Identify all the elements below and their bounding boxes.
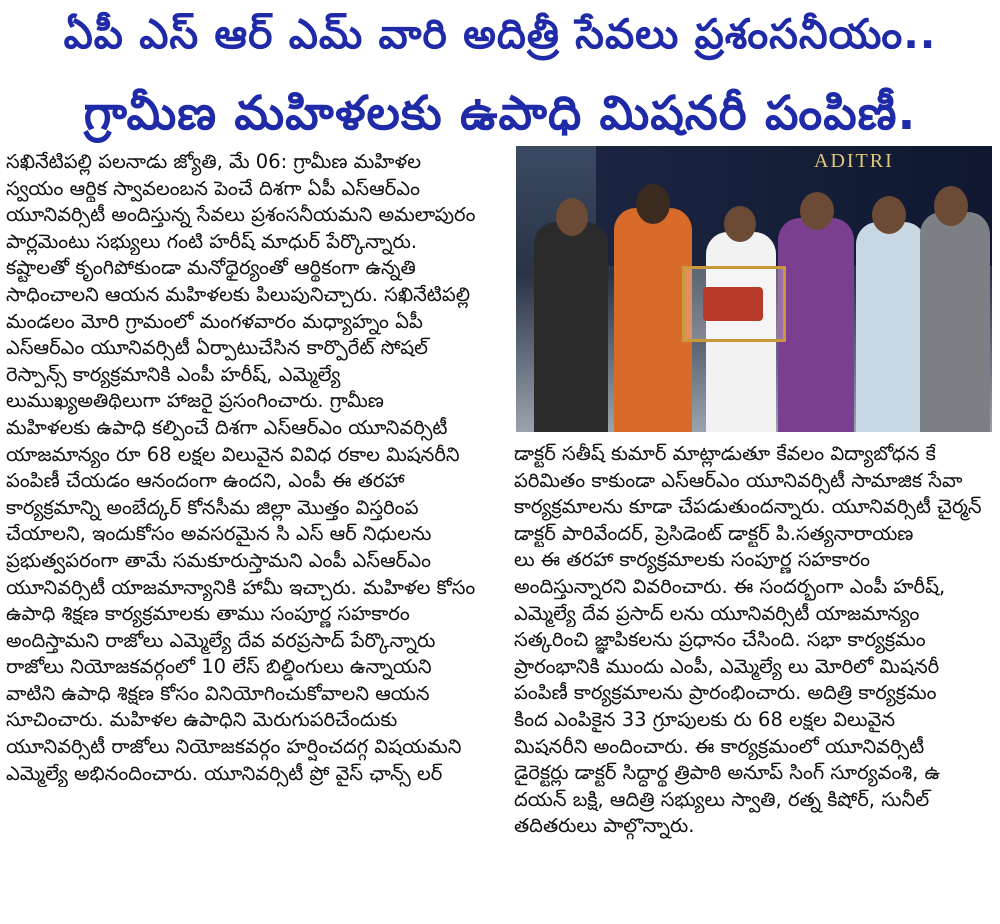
article-line: యాజమాన్యం రూ 68 లక్షల విలువైన వివిధ రకాల మిషనరీని: [6, 442, 460, 466]
article-line: మిషనరీని అందించారు. ఈ కార్యక్రమంలో యూనివర్సిటీ: [514, 734, 925, 758]
article-line: సత్కరించి జ్ఞాపికలను ప్రధానం చేసింది. సభా కార్యక్రమం: [514, 628, 926, 652]
article-line: రాజోలు నియోజకవర్గంలో 10 లేస్ బిల్డింగులు ఉన్నాయని: [6, 655, 432, 679]
article-left-column: [6, 149, 486, 787]
person-6-head: [934, 186, 968, 226]
person-6: [920, 212, 990, 432]
news-photo: [516, 146, 992, 432]
article-line: పంపిణీ కార్యక్రమాలను ప్రారంభించారు. అదిత్రి కార్యక్రమం: [514, 681, 937, 705]
article-line: ఎమ్మెల్యే దేవ ప్రసాద్ లను యూనివర్సిటీ యాజమాన్యం: [514, 601, 920, 625]
article-line: డాక్టర్ సతీష్ కుమార్ మాట్లాడుతూ కేవలం విద్యాబోధన కే: [514, 442, 936, 465]
article-line: పార్లమెంటు సభ్యులు గంటి హరీష్ మాధుర్ పేర్కొన్నారు.: [6, 229, 418, 253]
person-3-head: [724, 206, 756, 242]
article-line: పంపిణీ చేయడం ఆనందంగా ఉందని, ఎంపీ ఈ తరహా: [6, 469, 405, 493]
article-line: కార్యక్రమాలను కూడా చేపడుతుందన్నారు. యూనివర్సిటీ చైర్మన్: [514, 495, 982, 519]
article-line: డైరెక్టర్లు డాక్టర్ సిద్ధార్థ త్రిపాఠి అనూప్ సింగ్ సూర్యవంశి, ఉ: [514, 761, 941, 785]
person-2: [614, 208, 692, 432]
person-1-head: [556, 198, 588, 236]
article-line: ఎమ్మెల్యే అభినందించారు. యూనివర్సిటీ ప్రో వైస్ ఛాన్స్ లర్: [6, 761, 443, 785]
person-4: [778, 218, 854, 432]
headline-line-2: గ్రామీణ మహిళలకు ఉపాధి మిషనరీ పంపిణీ.: [83, 86, 917, 141]
person-5: [856, 222, 926, 432]
article-line: ప్రారంభానికి ముందు ఎంపీ, ఎమ్మెల్యే లు మోరిలో మిషనరీ: [514, 654, 940, 678]
photo-banner-text: ADITRI: [814, 150, 894, 172]
article-line: ఎస్ఆర్ఎం యూనివర్సిటీ ఏర్పాటుచేసిన కార్పొరేట్ సోషల్: [6, 336, 429, 360]
article-line: సాధించాలని ఆయన మహిళలకు పిలుపునిచ్చారు. సఖినేటిపల్లి: [6, 282, 471, 306]
article-line: అందిస్తామని రాజోలు ఎమ్మెల్యే దేవ వరప్రసాద్ పేర్కొన్నారు: [6, 628, 436, 652]
article-line: ఉపాధి శిక్షణ కార్యక్రమాలకు తాము సంపూర్ణ సహకారం: [6, 602, 410, 626]
person-1: [534, 222, 608, 432]
article-line: పరిమితం కాకుండా ఎస్ఆర్ఎం యూనివర్సిటీ సామాజిక సేవా: [514, 468, 963, 492]
article-line: డాక్టర్ పారివేందర్, ప్రెసిడెంట్ డాక్టర్ పి.సత్యనారాయణ: [514, 521, 914, 545]
article-line: సఖినేటిపల్లి పలనాడు జ్యోతి, మే 06: గ్రామీణ మహిళల: [6, 150, 422, 173]
article-line: సూచించారు. మహిళల ఉపాధిని మెరుగుపరిచేందుకు: [6, 708, 398, 732]
article-line: వాటిని ఉపాధి శిక్షణ కోసం వినియోగించుకోవాలని ఆయన: [6, 681, 430, 705]
article-line: తదితరులు పాల్గొన్నారు.: [514, 814, 695, 838]
memento-gift: [682, 266, 786, 342]
article-line: లు ఈ తరహా కార్యక్రమాలకు సంపూర్ణ సహకారం: [514, 548, 871, 572]
article-line: లుముఖ్యఅతిథిలుగా హాజరై ప్రసంగించారు. గ్రామీణ: [6, 389, 384, 413]
article-line: మహిళలకు ఉపాధి కల్పించే దిశగా ఎస్ఆర్ఎం యూనివర్సిటీ: [6, 415, 448, 439]
article-line: రెస్పాన్స్ కార్యక్రమానికి ఎంపీ హరీష్, ఎమ్మెల్యే: [6, 362, 341, 386]
article-line: స్వయం ఆర్థిక స్వావలంబన పెంచే దిశగా ఏపీ ఎస్ఆర్ఎం: [6, 176, 420, 200]
article-line: కార్యక్రమాన్ని అంబేద్కర్ కోనసీమ జిల్లా మొత్తం విస్తరింప: [6, 495, 419, 519]
article-line: అందిస్తున్నారని వివరించారు. ఈ సందర్భంగా ఎంపీ హరీష్,: [514, 574, 946, 598]
article-line: చేయాలని, ఇందుకోసం అవసరమైన సి ఎస్ ఆర్ నిధులను: [6, 522, 432, 546]
article-line: మండలం మోరి గ్రామంలో మంగళవారం మధ్యాహ్నం ఏపీ: [6, 309, 423, 333]
article-line: కింద ఎంపికైన 33 గ్రూపులకు రు 68 లక్షల విలువైన: [514, 707, 896, 731]
article-right-column: [514, 441, 994, 840]
article-line: యూనివర్సిటీ అందిస్తున్న సేవలు ప్రశంసనీయమని అమలాపురం: [6, 203, 476, 227]
person-2-head: [636, 184, 670, 224]
article-line: ప్రభుత్వపరంగా తామే సమకూరుస్తామని ఎంపీ ఎస్ఆర్ఎం: [6, 548, 431, 572]
person-5-head: [872, 196, 906, 234]
article-line: దయన్ బక్షి, ఆదిత్రి సభ్యులు స్వాతి, రత్న కిషోర్, సునీల్: [514, 787, 930, 811]
article-line: కష్టాలతో కృంగిపోకుండా మనోధైర్యంతో ఆర్థికంగా ఉన్నతి: [6, 256, 416, 280]
person-4-head: [800, 192, 834, 230]
article-line: యూనివర్సిటీ రాజోలు నియోజకవర్గం హర్షించదగ్గ విషయమని: [6, 735, 462, 759]
headline-line-1: ఏపీ ఎస్ ఆర్ ఎమ్ వారి అదిత్రీ సేవలు ప్రశంసనీయం..: [63, 10, 937, 58]
article-line: యూనివర్సిటీ యాజమాన్యానికి హామీ ఇచ్చారు. మహిళల కోసం: [6, 575, 476, 599]
